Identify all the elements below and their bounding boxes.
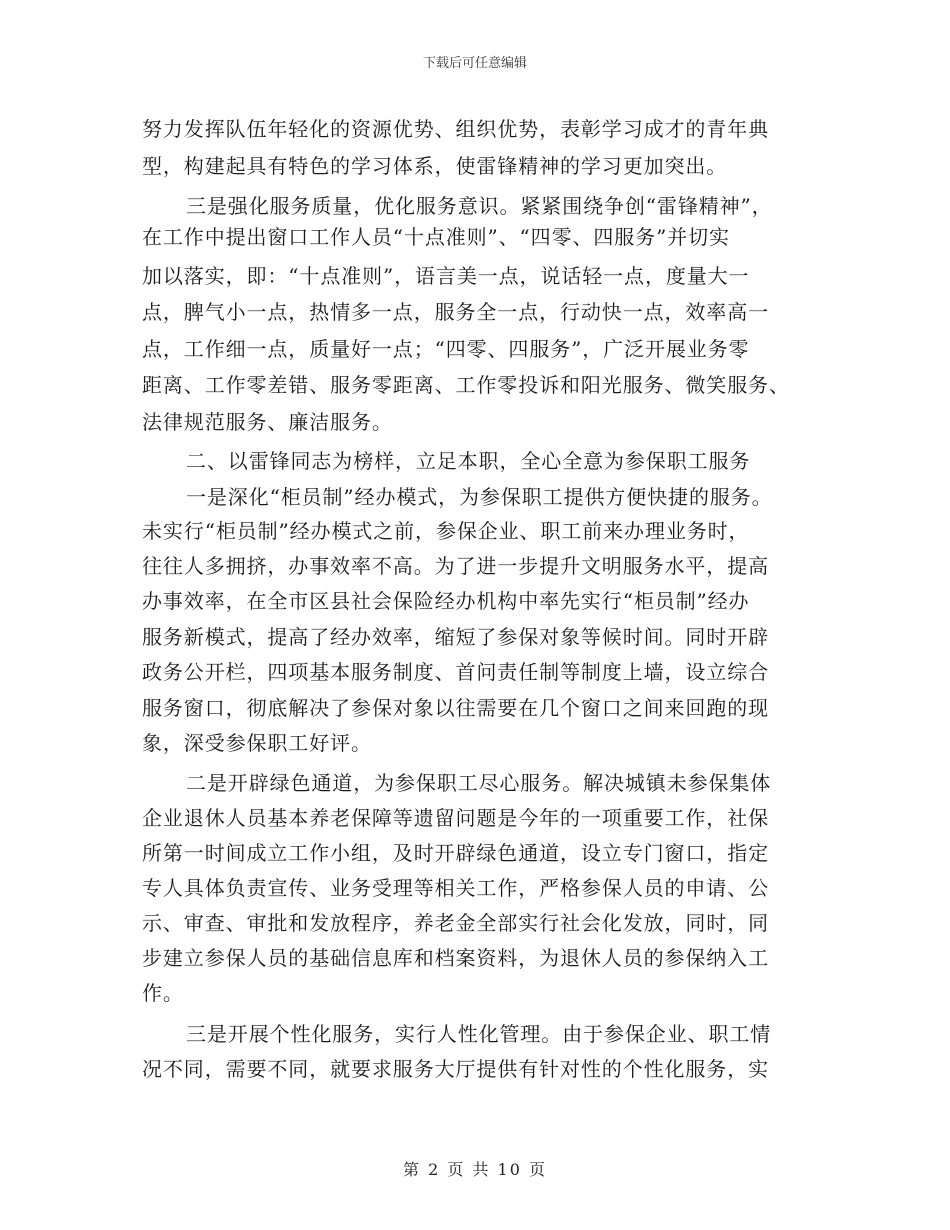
text-line: 步建立参保人员的基础信息库和档案资料，为退休人员的参保纳入工 — [142, 946, 769, 970]
text-line: 作。 — [142, 981, 184, 1005]
text-line: 办事效率，在全市区县社会保险经办机构中率先实行“柜员制”经办 — [142, 589, 750, 613]
text-line: 往往人多拥挤，办事效率不高。为了进一步提升文明服务水平，提高 — [142, 554, 769, 578]
text-line: 在工作中提出窗口工作人员“十点准则”、“四零、四服务”并切实 — [142, 225, 730, 249]
text-line: 三是开展个性化服务，实行人性化管理。由于参保企业、职工情 — [186, 1022, 772, 1046]
text-line: 况不同，需要不同，就要求服务大厅提供有针对性的个性化服务，实 — [142, 1057, 769, 1081]
text-line: 二、以雷锋同志为榜样，立足本职，全心全意为参保职工服务 — [186, 449, 751, 473]
text-line: 政务公开栏，四项基本服务制度、首问责任制等制度上墙，设立综合 — [142, 660, 769, 684]
page-header: 下载后可任意编辑 — [422, 56, 527, 71]
text-line: 努力发挥队伍年轻化的资源优势、组织优势，表彰学习成才的青年典 — [142, 117, 769, 141]
text-line: 示、审查、审批和发放程序，养老金全部实行社会化发放，同时，同 — [142, 911, 769, 935]
text-line: 一是深化“柜员制”经办模式，为参保职工提供方便快捷的服务。 — [186, 485, 773, 509]
text-line: 所第一时间成立工作小组，及时开辟绿色通道，设立专门窗口，指定 — [142, 841, 769, 865]
text-line: 未实行“柜员制”经办模式之前，参保企业、职工前来办理业务时， — [142, 519, 750, 543]
text-line: 二是开辟绿色通道，为参保职工尽心服务。解决城镇未参保集体 — [186, 771, 772, 795]
text-line: 服务新模式，提高了经办效率，缩短了参保对象等候时间。同时开辟 — [142, 625, 769, 649]
text-line: 法律规范服务、廉洁服务。 — [142, 410, 393, 434]
text-line: 点，工作细一点，质量好一点；“四零、四服务”，广泛开展业务零 — [142, 337, 750, 361]
text-line: 服务窗口，彻底解决了参保对象以往需要在几个窗口之间来回跑的现 — [142, 696, 769, 720]
text-line: 企业退休人员基本养老保障等遗留问题是今年的一项重要工作，社保 — [142, 806, 769, 830]
text-line: 三是强化服务质量，优化服务意识。紧紧围绕争创“雷锋精神”， — [186, 194, 773, 218]
text-line: 型，构建起具有特色的学习体系，使雷锋精神的学习更加突出。 — [142, 154, 728, 178]
text-line: 加以落实，即：“十点准则”，语言美一点，说话轻一点，度量大一 — [142, 264, 750, 288]
text-line: 专人具体负责宣传、业务受理等相关工作，严格参保人员的申请、公 — [142, 876, 769, 900]
text-line: 象，深受参保职工好评。 — [142, 731, 372, 755]
text-line: 点，脾气小一点，热情多一点，服务全一点，行动快一点，效率高一 — [142, 300, 769, 324]
text-line: 距离、工作零差错、服务零距离、工作零投诉和阳光服务、微笑服务、 — [142, 373, 790, 397]
page-footer: 第 2 页 共 10 页 — [403, 1160, 547, 1179]
